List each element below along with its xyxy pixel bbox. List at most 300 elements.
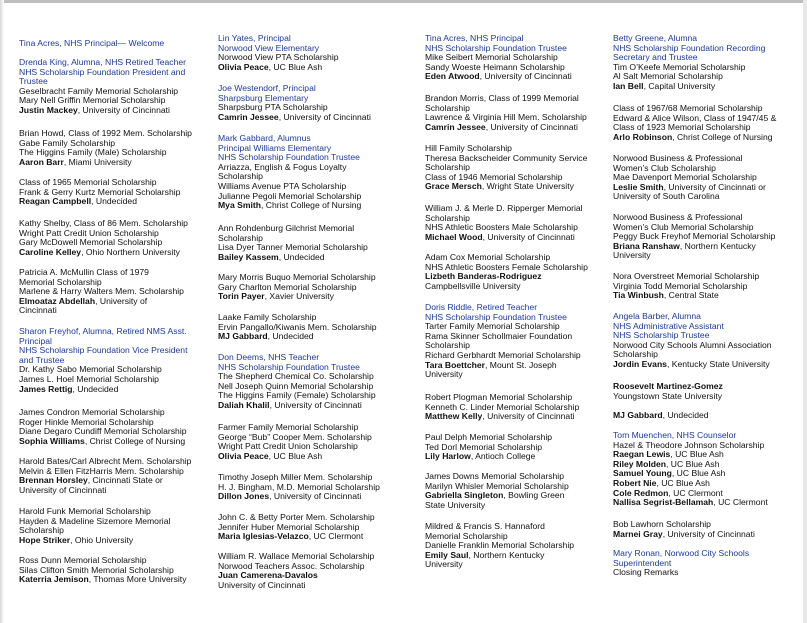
scholarship-line: Williams Avenue PTA Scholarship: [218, 180, 347, 191]
recipient-name: Michael Wood: [425, 231, 483, 242]
presenter-line: Joe Westendorf, Principal: [218, 83, 316, 93]
scholarship-line: Diane Degaro Cundiff Memorial Scholarship: [19, 426, 187, 437]
recipient-school: , University of Cincinnati: [77, 104, 170, 115]
recipient-name: MJ Gabbard: [613, 410, 663, 420]
program-entry: [218, 313, 418, 342]
scholarship-line: The Higgins Family (Female) Scholarship: [218, 390, 376, 401]
recipient-line: [613, 498, 803, 508]
scholarship-line: Mildred & Francis S. Hannaford: [425, 521, 545, 531]
scholarship-line: Adam Cox Memorial Scholarship: [425, 252, 551, 262]
scholarship-line: Cincinnati: [19, 305, 57, 316]
presenter-line: Tina Acres, NHS Principal: [425, 33, 524, 43]
scholarship-line: Norwood View PTA Scholarship: [218, 52, 339, 63]
program-entry: [19, 39, 211, 49]
presenter-line: Principal Williams Elementary: [218, 142, 332, 153]
scholarship-line: George “Bub” Cooper Mem. Scholarship: [218, 431, 372, 442]
scholarship-line: Ted Dorl Memorial Scholarship: [425, 441, 543, 452]
scholarship-line: Patricia A. McMullin Class of 1979: [19, 267, 149, 277]
recipient-school: , Undecided: [267, 331, 314, 342]
scholarship-line: Kenneth C. Linder Memorial Scholarship: [425, 401, 580, 412]
presenter-line: NHS Scholarship Foundation Vice President: [19, 345, 188, 356]
scholarship-line: Women’s Club Memorial Scholarship: [613, 221, 754, 232]
recipient-name: Roosevelt Martinez-Gomez: [613, 381, 723, 391]
recipient-school: , University of Cincinnati: [485, 121, 578, 132]
recipient-school: , UC Clermont: [668, 487, 723, 498]
recipient-name: Grace Mersch: [425, 181, 482, 192]
program-entry: [218, 513, 418, 542]
presenter-line: NHS Administrative Assistant: [613, 320, 724, 331]
page-right-edge: [803, 0, 807, 623]
recipient-line: [218, 63, 418, 73]
recipient-school: , Antioch College: [470, 451, 536, 462]
recipient-school: , Ohio University: [70, 534, 134, 545]
recipient-line: [19, 106, 211, 116]
recipient-school: , Christ College of Nursing: [672, 131, 773, 142]
program-entry: [613, 312, 803, 370]
scholarship-line: James L. Hoel Memorial Scholarship: [19, 373, 159, 384]
scholarship-line: University of Cincinnati: [19, 484, 107, 495]
program-entry: [218, 353, 418, 411]
recipient-name: Lily Harlow: [425, 451, 471, 462]
scholarship-line: Memorial Scholarship: [19, 276, 102, 287]
presenter-line: NHS Scholarship Foundation Trustee: [218, 361, 360, 372]
recipient-name: Olivia Peace: [218, 61, 269, 72]
presenter-line: Principal: [19, 335, 52, 346]
program-entry: [218, 473, 418, 502]
recipient-line: [218, 332, 418, 342]
scholarship-line: Wright Patt Credit Union Scholarship: [19, 227, 159, 238]
scholarship-line: James Downs Memorial Scholarship: [425, 471, 564, 481]
recipient-name: Caroline Kelley: [19, 246, 82, 257]
recipient-school: , Christ College of Nursing: [260, 200, 362, 211]
recipient-school: , University of Cincinnati: [269, 399, 362, 410]
recipient-name: Matthew Kelly: [425, 411, 483, 422]
recipient-name: Reagan Campbell: [19, 196, 92, 207]
recipient-school: , UC Blue Ash: [656, 477, 710, 488]
scholarship-line: William J. & Merle D. Ripperger Memorial: [425, 203, 583, 213]
recipient-school: , University of Cincinnati: [482, 411, 575, 422]
program-entry: [19, 408, 211, 446]
program-entry: [613, 104, 803, 142]
scholarship-line: Mike Seibert Memorial Scholarship: [425, 52, 558, 63]
scholarship-line: Scholarship: [425, 162, 470, 173]
scholarship-line: Silas Clifton Smith Memorial Scholarship: [19, 564, 174, 575]
recipient-school: , Ohio Northern University: [81, 246, 180, 257]
program-entry: [425, 472, 610, 510]
scholarship-line: Robert Plogman Memorial Scholarship: [425, 392, 573, 402]
presenter-line: Lin Yates, Principal: [218, 33, 291, 43]
presenter-line: Mary Ronan, Norwood City Schools: [613, 548, 750, 558]
recipient-school: , University of: [95, 295, 148, 306]
presenter-line: NHS Scholarship Trustee: [613, 330, 710, 341]
scholarship-line: James Condron Memorial Scholarship: [19, 407, 165, 417]
recipient-school: , Northern Kentucky: [679, 240, 756, 251]
scholarship-line: Lisa Dyer Tanner Memorial Scholarship: [218, 242, 368, 253]
presenter-line: NHS Scholarship Foundation Trustee: [218, 152, 360, 163]
scholarship-line: William R. Wallace Memorial Scholarship: [218, 551, 375, 561]
program-entry: [425, 393, 610, 422]
recipient-school: , UC Blue Ash: [268, 61, 323, 72]
presenter-line: Sharpsburg Elementary: [218, 92, 309, 103]
program-entry: [425, 34, 610, 82]
scholarship-line: Jennifer Huber Memorial Scholarship: [218, 521, 360, 532]
recipient-school: , Undecided: [72, 383, 119, 394]
program-entry: [19, 327, 211, 394]
scholarship-line: Scholarship: [613, 349, 658, 360]
recipient-line: [19, 437, 211, 447]
recipient-name: Olivia Peace: [218, 450, 269, 461]
scholarship-line: John C. & Betty Porter Mem. Scholarship: [218, 512, 375, 522]
recipient-school: , UC Clermont: [308, 531, 364, 542]
scholarship-line: University of Cincinnati: [218, 579, 306, 590]
recipient-name: Jordin Evans: [613, 358, 667, 369]
program-entry: [19, 457, 211, 495]
program-entry: [19, 219, 211, 257]
recipient-name: Aaron Barr: [19, 156, 64, 167]
program-entry: [218, 552, 418, 590]
recipient-name: Daliah Khalil: [218, 399, 270, 410]
scholarship-line: Laake Family Scholarship: [218, 312, 317, 322]
recipient-name: Camrin Jessee: [425, 121, 486, 132]
recipient-school: , UC Blue Ash: [268, 450, 323, 461]
scholarship-line: Scholarship: [425, 102, 470, 113]
scholarship-line: Peggy Buck Freyhof Memorial Scholarship: [613, 231, 776, 242]
program-entry: [218, 84, 418, 122]
scholarship-line: Frank & Gerry Kurtz Memorial Scholarship: [19, 186, 181, 197]
scholarship-line: Lawrence & Virginia Hill Mem. Scholarship: [425, 112, 587, 123]
recipient-name: Lizbeth Banderas-Rodriguez: [425, 271, 542, 282]
recipient-name: Ian Bell: [613, 80, 644, 91]
scholarship-line: Ann Rohdenburg Gilchrist Memorial: [218, 223, 355, 233]
scholarship-line: State University: [425, 499, 486, 510]
recipient-name: Tara Boettcher: [425, 359, 486, 370]
program-entry: [425, 94, 610, 132]
scholarship-line: Timothy Joseph Miller Mem. Scholarship: [218, 472, 373, 482]
recipient-school: , Xavier University: [264, 291, 334, 302]
recipient-school: , UC Blue Ash: [666, 458, 720, 469]
program-entry: [425, 522, 610, 570]
presenter-line: Mark Gabbard, Alumnus: [218, 133, 311, 143]
program-entry: [425, 144, 610, 192]
scholarship-line: Danielle Franklin Memorial Scholarship: [425, 540, 575, 551]
program-entry: [218, 423, 418, 461]
recipient-school: , Central State: [663, 290, 719, 301]
scholarship-line: Scholarship: [19, 525, 64, 536]
scholarship-line: University: [613, 250, 651, 261]
recipient-line: [19, 158, 211, 168]
recipient-name: Brennan Horsley: [19, 475, 88, 486]
scholarship-line: Scholarship: [218, 232, 263, 243]
program-entry: [425, 433, 610, 462]
scholarship-line: Gabe Family Scholarship: [19, 137, 116, 148]
scholarship-line: Hayden & Madeline Sizemore Memorial: [19, 515, 171, 526]
recipient-name: Marnei Gray: [613, 528, 663, 539]
recipient-name: Sophia Williams: [19, 435, 85, 446]
presenter-line: NHS Scholarship Foundation Recording: [613, 42, 766, 53]
scholarship-line: Ervin Pangallo/Kiwanis Mem. Scholarship: [218, 321, 377, 332]
scholarship-line: Tarter Family Memorial Scholarship: [425, 321, 560, 332]
program-entry: [613, 382, 803, 401]
scholarship-line: Geselbracht Family Memorial Scholarship: [19, 85, 179, 96]
recipient-school: , Undecided: [662, 410, 709, 420]
recipient-school: , Thomas More University: [88, 574, 187, 585]
program-entry: [19, 268, 211, 316]
scholarship-line: Julianne Pegoli Memorial Scholarship: [218, 190, 362, 201]
scholarship-line: Virginia Todd Memorial Scholarship: [613, 280, 748, 291]
recipient-school: , University of Cincinnati: [278, 111, 371, 122]
scholarship-line: Class of 1946 Memorial Scholarship: [425, 171, 563, 182]
presenter-line: Norwood View Elementary: [218, 42, 320, 53]
program-entry: [218, 224, 418, 262]
program-entry: [19, 507, 211, 545]
recipient-name: Raegan Lewis: [613, 449, 671, 460]
presenter-line: Angela Barber, Alumna: [613, 311, 701, 321]
recipient-school: , Wright State University: [481, 181, 574, 192]
presenter-line: Secretary and Trustee: [613, 52, 698, 63]
program-entry: [613, 431, 803, 508]
recipient-name: Bailey Kassem: [218, 251, 279, 262]
scholarship-line: Closing Remarks: [613, 567, 679, 578]
recipient-school: , Undecided: [278, 251, 325, 262]
recipient-line: [218, 452, 418, 462]
recipient-line: [19, 248, 211, 258]
recipient-school: , Capital University: [643, 80, 716, 91]
scholarship-line: Women’s Club Scholarship: [613, 162, 716, 173]
recipient-name: Katerria Jemison: [19, 574, 89, 585]
program-entry: [19, 178, 211, 207]
recipient-line: [425, 452, 610, 462]
scholarship-line: Mary Nell Griffin Memorial Scholarship: [19, 95, 166, 106]
recipient-name: James Rettig: [19, 383, 73, 394]
recipient-name: Hope Striker: [19, 534, 71, 545]
presenter-line: and Trustee: [19, 354, 65, 365]
scholarship-line: Class of 1923 Memorial Scholarship: [613, 122, 751, 133]
recipient-line: [425, 123, 610, 133]
presenter-line: NHS Scholarship Foundation President and: [19, 66, 186, 77]
scholarship-line: Dr. Kathy Sabo Memorial Scholarship: [19, 364, 162, 375]
recipient-line: [425, 72, 610, 82]
scholarship-line: Brian Howd, Class of 1992 Mem. Scholarship: [19, 128, 192, 138]
scholarship-line: Norwood Business & Professional: [613, 153, 743, 163]
recipient-line: [613, 133, 803, 143]
scholarship-line: University of South Carolina: [613, 191, 720, 202]
program-entry: [613, 520, 803, 539]
scholarship-line: Norwood Business & Professional: [613, 212, 743, 222]
recipient-line: [19, 197, 211, 207]
recipient-name: Tia Winbush: [613, 290, 664, 301]
scholarship-line: Farmer Family Memorial Scholarship: [218, 422, 359, 432]
recipient-school: , UC Blue Ash: [671, 468, 726, 479]
recipient-name: Samuel Young: [613, 468, 672, 479]
scholarship-line: Scholarship: [218, 171, 263, 182]
program-entry: [218, 273, 418, 302]
scholarship-line: Hazel & Theodore Johnson Scholarship: [613, 439, 765, 450]
recipient-line: [218, 253, 418, 263]
scholarship-line: Class of 1965 Memorial Scholarship: [19, 177, 157, 187]
recipient-line: [613, 530, 803, 540]
scholarship-line: University: [425, 369, 463, 380]
recipient-school: , University of Cincinnati: [269, 491, 362, 502]
scholarship-line: Sandy Woeste Heimann Scholarship: [425, 61, 565, 72]
scholarship-line: The Shepherd Chemical Co. Scholarship: [218, 371, 374, 382]
scholarship-line: Norwood City Schools Alumni Association: [613, 339, 772, 350]
recipient-line: [613, 360, 803, 370]
recipient-line: [218, 201, 418, 211]
recipient-name: Eden Atwood: [425, 71, 480, 82]
scholarship-line: Scholarship: [425, 340, 470, 351]
recipient-name: Mya Smith: [218, 200, 261, 211]
recipient-name: Justin Mackey: [19, 104, 78, 115]
presenter-line: Doris Riddle, Retired Teacher: [425, 302, 538, 312]
presenter-line: Trustee: [19, 76, 48, 87]
presenter-line: Sharon Freyhof, Alumna, Retired NMS Asst.: [19, 326, 187, 336]
recipient-line: [218, 292, 418, 302]
recipient-name: Torin Payer: [218, 291, 265, 302]
presenter-line: Tina Acres, NHS Principal— Welcome: [19, 38, 165, 48]
presenter-line: Betty Greene, Alumna: [613, 33, 698, 43]
recipient-name: Nallisa Segrist-Bellamah: [613, 497, 714, 508]
recipient-name: Leslie Smith: [613, 181, 664, 192]
scholarship-line: Edward & Alice Wilson, Class of 1947/45 &: [613, 112, 777, 123]
program-entry: [613, 549, 803, 578]
presenter-line: NHS Scholarship Foundation Trustee: [425, 311, 567, 322]
program-entry: [613, 154, 803, 202]
scholarship-line: Mae Davenport Memorial Scholarship: [613, 172, 757, 183]
scholarship-line: Al Salt Memorial Scholarship: [613, 71, 723, 82]
scholarship-line: Wright Patt Credit Union Scholarship: [218, 441, 358, 452]
recipient-school: , Northern Kentucky: [468, 549, 545, 560]
recipient-line: [19, 536, 211, 546]
scholarship-line: NHS Athletic Boosters Female Scholarship: [425, 261, 588, 272]
recipient-name: Maria Iglesias-Velazco: [218, 531, 309, 542]
scholarship-line: Memorial Scholarship: [425, 530, 508, 541]
program-entry: [425, 204, 610, 242]
recipient-name: Robert Nie: [613, 477, 657, 488]
recipient-name: MJ Gabbard: [218, 331, 268, 342]
scholarship-line: The Higgins Family (Male) Scholarship: [19, 147, 167, 158]
scholarship-line: Nora Overstreet Memorial Scholarship: [613, 271, 760, 281]
recipient-name: Briana Ranshaw: [613, 240, 680, 251]
recipient-school: , UC Clermont: [713, 497, 768, 508]
scholarship-line: Melvin & Ellen FitzHarris Mem. Scholarship: [19, 465, 184, 476]
scholarship-line: Rama Skinner Schollmaier Foundation: [425, 330, 573, 341]
presenter-line: Don Deems, NHS Teacher: [218, 352, 320, 362]
scholarship-line: Sharpsburg PTA Scholarship: [218, 102, 328, 113]
page-top-edge: [0, 0, 807, 3]
scholarship-line: NHS Athletic Boosters Male Scholarship: [425, 222, 578, 233]
recipient-line: [425, 233, 610, 243]
scholarship-line: Tim O’Keefe Memorial Scholarship: [613, 61, 746, 72]
scholarship-line: Gary Charlton Memorial Scholarship: [218, 281, 357, 292]
recipient-name: Camrin Jessee: [218, 111, 279, 122]
recipient-school: , University of Cincinnati: [662, 528, 755, 539]
scholarship-line: Richard Gerbhardt Memorial Scholarship: [425, 349, 581, 360]
program-entry: [613, 213, 803, 261]
scholarship-line: Kathy Shelby, Class of 86 Mem. Scholarship: [19, 218, 188, 228]
program-entry: [613, 411, 803, 421]
program-entry: [218, 34, 418, 72]
recipient-line: [613, 82, 803, 92]
presenter-line: Superintendent: [613, 557, 672, 568]
recipient-name: Riley Molden: [613, 458, 667, 469]
scholarship-line: Scholarship: [425, 212, 470, 223]
recipient-line: [425, 412, 610, 422]
scholarship-line: Marilyn Whisler Memorial Scholarship: [425, 480, 569, 491]
recipient-school: , Christ College of Nursing: [84, 435, 186, 446]
recipient-line: [218, 492, 418, 502]
scholarship-line: Mary Morris Buquo Memorial Scholarship: [218, 272, 376, 282]
recipient-name: Elmoataz Abdellah: [19, 295, 96, 306]
recipient-name: Juan Camerena-Davalos: [218, 570, 318, 581]
recipient-line: [218, 532, 418, 542]
scholarship-line: Harold Bates/Carl Albrecht Mem. Scholarship: [19, 456, 192, 466]
recipient-name: Cole Redmon: [613, 487, 669, 498]
scholarship-line: Class of 1967/68 Memorial Scholarship: [613, 103, 763, 113]
scholarship-line: Ross Dunn Memorial Scholarship: [19, 555, 147, 565]
scholarship-line: Theresa Backscheider Community Service: [425, 152, 588, 163]
recipient-line: [19, 575, 211, 585]
recipient-line: [19, 385, 211, 395]
scholarship-line: H. J. Bingham, M.D. Memorial Scholarship: [218, 481, 380, 492]
recipient-line: [218, 113, 418, 123]
scholarship-line: Nell Joseph Quinn Memorial Scholarship: [218, 380, 374, 391]
program-entry: [19, 556, 211, 585]
recipient-school: , Mount St. Joseph: [485, 359, 557, 370]
scholarship-line: Marlene & Harry Walters Mem. Scholarship: [19, 286, 184, 297]
scholarship-line: Norwood Teachers Assoc. Scholarship: [218, 560, 365, 571]
scholarship-line: Paul Delph Memorial Scholarship: [425, 432, 553, 442]
program-entry: [425, 253, 610, 291]
program-entry: [613, 272, 803, 301]
page-left-shadow: [0, 0, 4, 623]
recipient-school: , Bowling Green: [503, 490, 565, 501]
recipient-school: , Cincinnati State or: [87, 475, 163, 486]
program-entry: [613, 34, 803, 92]
recipient-line: [613, 411, 803, 421]
program-entry: [19, 129, 211, 167]
recipient-line: [425, 182, 610, 192]
scholarship-line: Bob Lawhorn Scholarship: [613, 519, 711, 529]
program-entry: [19, 58, 211, 116]
recipient-school: , UC Blue Ash: [670, 449, 724, 460]
scholarship-line: Hill Family Scholarship: [425, 143, 512, 153]
recipient-school: , University of Cincinnati: [482, 231, 575, 242]
scholarship-line: Brandon Morris, Class of 1999 Memorial: [425, 93, 579, 103]
scholarship-line: Roger Hinkle Memorial Scholarship: [19, 416, 154, 427]
scholarship-line: Youngstown State University: [613, 390, 723, 401]
recipient-name: Gabriella Singleton: [425, 490, 504, 501]
scholarship-line: Arriazza, English & Fogus Loyalty: [218, 161, 347, 172]
recipient-school: , Kentucky State University: [666, 358, 770, 369]
presenter-line: NHS Scholarship Foundation Trustee: [425, 42, 567, 53]
recipient-school: , Undecided: [91, 196, 137, 207]
recipient-school: , University of Cincinnati or: [663, 181, 766, 192]
presenter-line: Drenda King, Alumna, NHS Retired Teacher: [19, 57, 187, 67]
presenter-line: Tom Muenchen, NHS Counselor: [613, 430, 737, 440]
recipient-school: , University of Cincinnati: [479, 71, 572, 82]
recipient-line: [218, 401, 418, 411]
program-entry: [425, 303, 610, 380]
recipient-school: , Miami University: [63, 156, 132, 167]
recipient-name: Arlo Robinson: [613, 131, 673, 142]
scholarship-line: Campbellsville University: [425, 280, 521, 291]
scholarship-line: University: [425, 559, 463, 570]
recipient-name: Emily Saul: [425, 549, 469, 560]
scholarship-line: Gary McDowell Memorial Scholarship: [19, 237, 163, 248]
scholarship-line: Harold Funk Memorial Scholarship: [19, 506, 151, 516]
recipient-name: Dillon Jones: [218, 491, 270, 502]
program-entry: [218, 134, 418, 211]
